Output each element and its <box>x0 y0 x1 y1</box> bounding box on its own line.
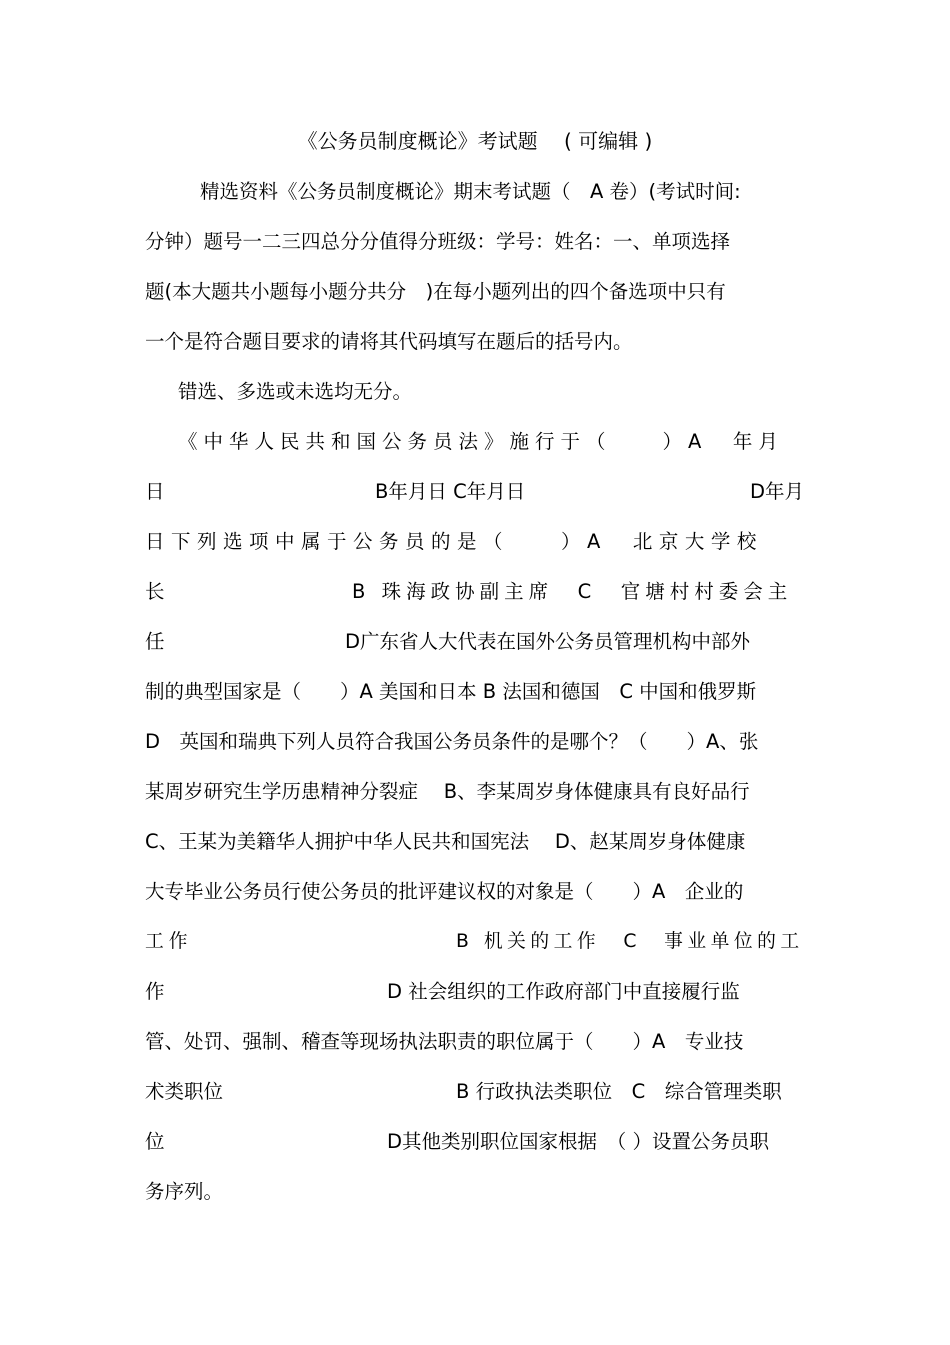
paragraph-line-5: 错选、多选或未选均无分。 <box>178 380 413 403</box>
option-text: D其他类别职位国家根据 （ ）设置公务员职 <box>387 1130 769 1153</box>
option-text: B 机关的工作 C 事业单位的工 <box>456 931 804 952</box>
option-text: 作 <box>145 980 165 1003</box>
option-text: 术类职位 <box>145 1080 224 1103</box>
option-text: D年月 <box>750 480 805 503</box>
paragraph-line-1: 精选资料《公务员制度概论》期末考试题（ A 卷）(考试时间: <box>200 180 741 203</box>
option-text: 长 <box>145 580 165 603</box>
paragraph-line-23: 管、处罚、强制、稽查等现场执法职责的职位属于（ ）A 专业技 <box>145 1030 744 1053</box>
option-text: 任 <box>145 630 165 653</box>
paragraph-line-18: 大专毕业公务员行使公务员的批评建议权的对象是（ ）A 企业的 <box>145 880 744 903</box>
option-text: 工作 <box>145 931 193 952</box>
question-7-line <box>145 1125 805 1159</box>
option-text: 日 <box>145 480 165 503</box>
question-2-line: 日下列选项中属于公务员的是（ ）A 北京大学校 <box>145 530 763 553</box>
document-title: 《公务员制度概论》考试题 ( 可编辑 ) <box>297 129 653 153</box>
question-6-line <box>145 975 805 1009</box>
question-2-options-line <box>145 575 805 609</box>
option-text: 位 <box>145 1130 165 1153</box>
question-1-options-line <box>145 475 805 509</box>
question-5-options-line <box>145 925 805 959</box>
option-text: B年月日 C年月日 <box>375 480 526 503</box>
paragraph-line-14: 制的典型国家是（ ）A 美国和日本 B 法国和德国 C 中国和俄罗斯 <box>145 680 757 703</box>
paragraph-line-29: 务序列。 <box>145 1180 224 1203</box>
paragraph-line-4: 一个是符合题目要求的请将其代码填写在题后的括号内。 <box>145 330 633 353</box>
paragraph-line-3: 题(本大题共小题每小题分共分 )在每小题列出的四个备选项中只有 <box>145 280 726 303</box>
question-1-line: 《中华人民共和国公务员法》施行于（ ）A 年月 <box>178 430 784 453</box>
question-3-line <box>145 625 805 659</box>
paragraph-line-16: 某周岁研究生学历患精神分裂症 B、李某周岁身体健康具有良好品行 <box>145 780 750 803</box>
paragraph-line-17: C、王某为美籍华人拥护中华人民共和国宪法 D、赵某周岁身体健康 <box>145 830 746 853</box>
option-text: D广东省人大代表在国外公务员管理机构中部外 <box>345 630 751 653</box>
option-text: B 珠海政协副主席 C 官塘村村委会主 <box>352 580 793 603</box>
option-text: B 行政执法类职位 C 综合管理类职 <box>456 1080 782 1103</box>
paragraph-line-2: 分钟）题号一二三四总分分值得分班级：学号：姓名：一、单项选择 <box>145 230 731 253</box>
question-6-options-line <box>145 1075 805 1109</box>
option-text: D 社会组织的工作政府部门中直接履行监 <box>387 980 740 1003</box>
paragraph-line-15: D 英国和瑞典下列人员符合我国公务员条件的是哪个？（ ）A、张 <box>145 730 759 753</box>
